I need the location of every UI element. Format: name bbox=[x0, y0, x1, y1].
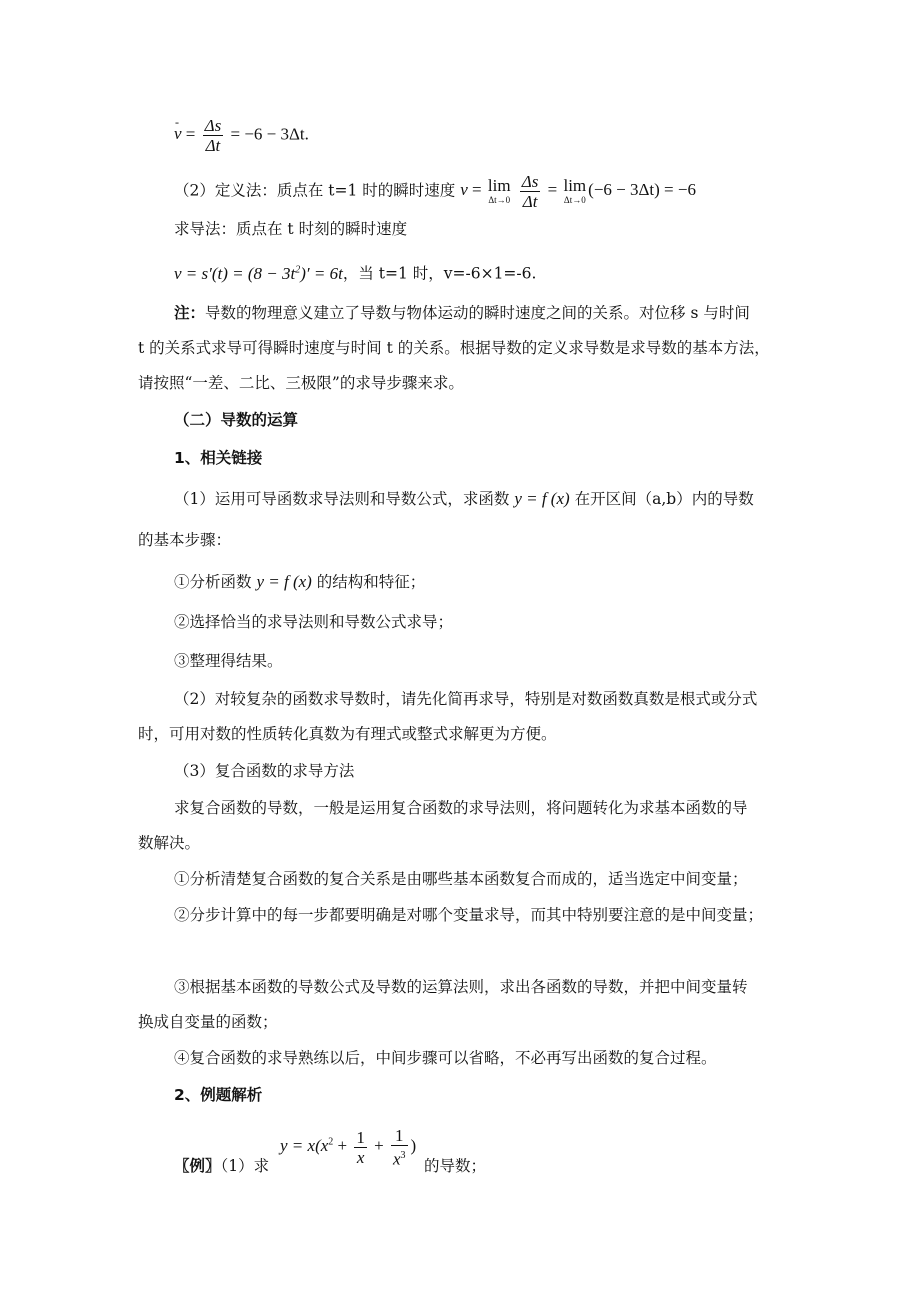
fraction-1-x: $\frac{1}{x}$ bbox=[356, 1127, 365, 1167]
example-label: 〖例〗 bbox=[174, 1157, 221, 1175]
formula-derivative: $v = s'(t) = (8 - 3t^2)' = 6t$ bbox=[174, 263, 343, 283]
formula-y-fx-2: y = f (x) bbox=[256, 572, 312, 591]
formula-average-velocity: - v = $\frac{\Delta s}{\Delta t}$ = −6 − 3Δt. bbox=[174, 116, 309, 155]
paragraph-1-line-1: （1）运用可导函数求导法则和导数公式，求函数 y = f (x) 在开区间（a,b）内的导数 bbox=[174, 489, 754, 508]
paragraph-4-line-2: 数解决。 bbox=[138, 834, 201, 852]
example-line: 〖例〗（1）求 bbox=[174, 1157, 270, 1175]
fraction-1-x3: $\frac{1}{x^3}$ bbox=[392, 1126, 406, 1169]
step-2: ②选择恰当的求导法则和导数公式求导； bbox=[174, 613, 454, 631]
fraction-ds-dt-2: $\frac{\Delta s}{\Delta t}$ bbox=[521, 172, 539, 211]
paragraph-1-line-2: 的基本步骤： bbox=[138, 531, 232, 549]
section-heading-operations: （二）导数的运算 bbox=[174, 411, 299, 429]
v-bar-symbol: - v bbox=[174, 124, 182, 143]
composite-step-4: ④复合函数的求导熟练以后，中间步骤可以省略，不必再写出函数的复合过程。 bbox=[174, 1049, 717, 1067]
limit-2: lim Δt→0 bbox=[563, 176, 587, 205]
note-line-1: 注：导数的物理意义建立了导数与物体运动的瞬时速度之间的关系。对位移 s 与时间 bbox=[174, 304, 750, 322]
subsection-heading-examples: 2、例题解析 bbox=[174, 1086, 263, 1104]
composite-step-1: ①分析清楚复合函数的复合关系是由哪些基本函数复合而成的，适当选定中间变量； bbox=[174, 870, 748, 888]
formula-y-fx: y = f (x) bbox=[514, 489, 570, 508]
formula-example: $y = x(x^2$ + $\frac{1}{x}$ + $\frac{1}{x^3}$ ) bbox=[280, 1126, 417, 1169]
step-1: ①分析函数 y = f (x) 的结构和特征； bbox=[174, 572, 426, 591]
paragraph-3: （3）复合函数的求导方法 bbox=[174, 762, 355, 780]
example-suffix: 的导数； bbox=[424, 1157, 487, 1175]
composite-step-3-line-1: ③根据基本函数的导数公式及导数的运算法则，求出各函数的导数，并把中间变量转 bbox=[174, 978, 748, 996]
fraction-ds-dt: $\frac{\Delta s}{\Delta t}$ bbox=[204, 116, 222, 155]
note-line-2: t 的关系式求导可得瞬时速度与时间 t 的关系。根据导数的定义求导数是求导数的基本方法， bbox=[138, 339, 770, 357]
step-3: ③整理得结果。 bbox=[174, 652, 283, 670]
subsection-heading-links: 1、相关链接 bbox=[174, 449, 263, 467]
composite-step-3-line-2: 换成自变量的函数； bbox=[138, 1013, 278, 1031]
derivative-formula-line: $v = s'(t) = (8 - 3t^2)' = 6t$，当 t=1 时，v=-6×1=-6. bbox=[174, 263, 537, 283]
note-line-3: 请按照“一差、二比、三极限”的求导步骤来求。 bbox=[138, 374, 464, 392]
definition-method-line: （2）定义法：质点在 t=1 时的瞬时速度 v = lim Δt→0 $\frac{\Delta s}{\Delta t}$ = lim Δt→0 (−6 − 3Δt) = −6 bbox=[174, 172, 696, 211]
limit-1: lim Δt→0 bbox=[487, 176, 511, 205]
derivative-method-line: 求导法：质点在 t 时刻的瞬时速度 bbox=[174, 220, 408, 238]
paragraph-2-line-1: （2）对较复杂的函数求导数时，请先化简再求导，特别是对数函数真数是根式或分式 bbox=[174, 690, 758, 708]
note-label: 注： bbox=[174, 304, 206, 322]
paragraph-4-line-1: 求复合函数的导数，一般是运用复合函数的求导法则，将问题转化为求基本函数的导 bbox=[174, 799, 748, 817]
composite-step-2: ②分步计算中的每一步都要明确是对哪个变量求导，而其中特别要注意的是中间变量； bbox=[174, 906, 764, 924]
formula-instant-velocity: v = lim Δt→0 $\frac{\Delta s}{\Delta t}$ = lim Δt→0 (−6 − 3Δt) = −6 bbox=[460, 172, 696, 211]
paragraph-2-line-2: 时，可用对数的性质转化真数为有理式或整式求解更为方便。 bbox=[138, 725, 557, 743]
